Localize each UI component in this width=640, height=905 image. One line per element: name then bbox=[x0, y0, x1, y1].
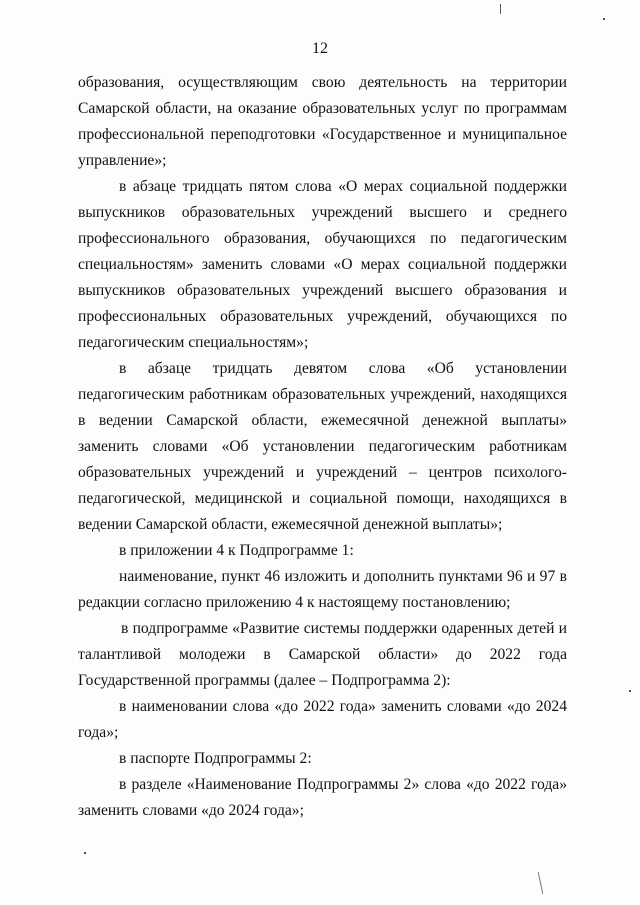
paragraph-section-name: в разделе «Наименование Подпрограммы 2» слова «до 2022 года» заменить словами «до 2024 года»; bbox=[78, 776, 567, 819]
scan-stroke-bottom bbox=[538, 872, 544, 894]
paragraph-continuation: образования, осуществляющим свою деятельность на территории Самарской области, на оказание образовательных услуг по программам профессиональной переподготовки «Государственное и муниципальное управление»; bbox=[78, 74, 567, 169]
scan-dot-right-top bbox=[603, 18, 605, 20]
scan-dot-left-bottom bbox=[84, 852, 86, 854]
paragraph-subprogram-name: в наименовании слова «до 2022 года» заменить словами «до 2024 года»; bbox=[78, 698, 567, 741]
paragraph-appendix-4: в приложении 4 к Подпрограмме 1: bbox=[119, 542, 354, 559]
paragraph-subprogram-2: в подпрограмме «Развитие системы поддержки одаренных детей и талантливой молодежи в Самарской области» до 2022 года Государственной программы (далее – Подпрограмма 2): bbox=[78, 620, 567, 689]
paragraph-item-46: наименование, пункт 46 изложить и дополнить пунктами 96 и 97 в редакции согласно приложению 4 к настоящему постановлению; bbox=[78, 568, 567, 611]
paragraph-article-35: в абзаце тридцать пятом слова «О мерах социальной поддержки выпускников образовательных учреждений высшего и среднего профессионального образования, обучающихся по педагогическим специальностям» заменить словами «О мерах социальной поддержки выпускников образовательных учреждений высшего образования и профессиональных образовательных учреждений, обучающихся по педагогическим специальностям»; bbox=[78, 178, 567, 351]
paragraph-passport: в паспорте Подпрограммы 2: bbox=[119, 750, 312, 767]
scan-dot-right-mid bbox=[629, 690, 631, 692]
scan-mark-top bbox=[500, 4, 501, 14]
document-body bbox=[78, 70, 567, 824]
paragraph-article-39: в абзаце тридцать девятом слова «Об установлении педагогическим работникам образовательных учреждений, находящихся в ведении Самарской области, ежемесячной денежной выплаты» заменить словами «Об установлении педагогическим работникам образовательных учреждений и учреждений – центров психолого-педагогической, медицинской и социальной помощи, находящихся в ведении Самарской области, ежемесячной денежной выплаты»; bbox=[78, 360, 567, 533]
page-number: 12 bbox=[312, 40, 328, 57]
